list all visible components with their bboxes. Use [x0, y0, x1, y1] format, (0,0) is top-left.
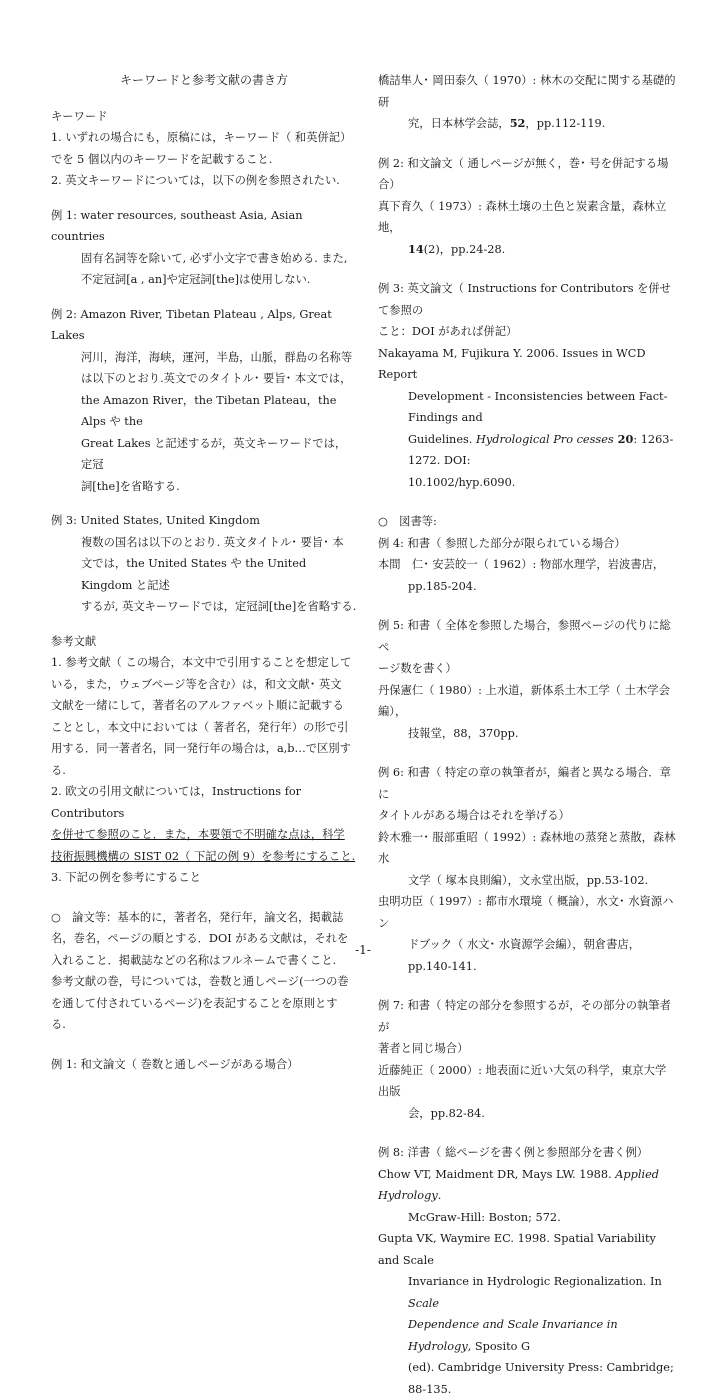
kw-example-2-line: は以下のとおり.英文でのタイトル･ 要旨･ 本文では， [81, 372, 352, 385]
ref-entry-line: Invariance in Hydrologic Regionalization. In Scale [408, 1275, 662, 1310]
ref-entry-line: 丹保憲仁（ 1980）: 上水道，新体系土木工学（ 土木学会編）， [378, 683, 670, 718]
kw-example-3-line: するが, 英文キーワードでは，定冠詞[the]を省略する. [81, 600, 357, 613]
ref-rule-1-line: 1. 参考文献（ この場合，本文中で引用することを想定して [51, 656, 352, 669]
ref-example-7-head: 例 7: 和書（ 特定の部分を参照するが，その部分の執筆者が [378, 999, 671, 1034]
kw-example-2-head: 例 2: Amazon River, Tibetan Plateau , Alps, Great Lakes [51, 307, 332, 342]
ref-example-5-head: 例 5: 和書（ 全体を参照した場合，参照ページの代りに総ペ [378, 619, 671, 654]
books-heading: ○ 図書等: [378, 515, 437, 528]
kw-example-2-line: Great Lakes と記述するが，英文キーワードでは，定冠 [81, 436, 347, 471]
kw-example-2-line: 河川，海洋，海峡，運河，半島，山脈，群島の名称等 [81, 350, 353, 364]
keyword-rule-1b: でを 5 個以内のキーワードを記載すること. [51, 152, 273, 166]
ref-entry-line: 14(2)，pp.24-28. [408, 241, 506, 256]
ref-example-2-head: 例 2: 和文論文（ 通しページが無く，巻･ 号を併記する場合） [378, 156, 669, 191]
document-title: キーワードと参考文献の書き方 [119, 73, 288, 87]
ref-example-1-head: 例 1: 和文論文（ 巻数と通しページがある場合） [51, 1057, 299, 1071]
ref-entry-line: McGraw-Hill: Boston; 572. [408, 1210, 561, 1224]
articles-rule-line: 参考文献の巻，号については，巻数と通しページ(一つの巻 [51, 975, 349, 988]
keyword-rule-1a: 1. いずれの場合にも，原稿には，キーワード（ 和英併記） [51, 131, 352, 144]
ref-example-5-head: ージ数を書く） [378, 662, 457, 675]
ref-entry-line: 究，日本林学会誌，52，pp.112-119. [408, 116, 606, 130]
ref-entry-line: pp.185-204. [408, 579, 477, 593]
references-heading: 参考文献 [51, 634, 97, 648]
right-column [378, 70, 676, 1400]
ref-entry-line: 技報堂，88，370pp. [408, 726, 519, 740]
kw-example-3-line: 複数の国名は以下のとおり. 英文タイトル･ 要旨･ 本 [81, 535, 344, 549]
ref-entry-line: 真下育久（ 1973）: 森林土壌の土色と炭素含量，森林立地， [378, 199, 667, 234]
ref-example-6-head: タイトルがある場合はそれを挙げる） [378, 809, 570, 822]
left-column [51, 70, 357, 1075]
ref-entry-line: 本間 仁･ 安芸皎一（ 1962）: 物部水理学，岩波書店， [378, 558, 665, 571]
ref-rule-2-line: を併せて参照のこと．また，本要領で不明確な点は，科学 [51, 828, 345, 841]
ref-entry-line: Development - Inconsistencies between Fact-Findings and [408, 389, 668, 424]
ref-entry-line: 虫明功臣（ 1997）: 都市水環境（ 概論），水文･ 水資源ハン [378, 895, 674, 930]
ref-entry-line: 近藤純正（ 2000）: 地表面に近い大気の科学，東京大学出版 [378, 1063, 667, 1098]
ref-entry-line: 10.1002/hyp.6090. [408, 475, 516, 489]
kw-example-2-line: the Amazon River，the Tibetan Plateau，the Alps や the [81, 393, 337, 428]
ref-example-7-head: 著者と同じ場合） [378, 1042, 469, 1055]
ref-example-3-head: 例 3: 英文論文（ Instructions for Contributors を併せて参照の [378, 282, 672, 317]
kw-example-3-head: 例 3: United States, United Kingdom [51, 514, 260, 527]
page-number: -1- [355, 943, 371, 957]
articles-rule-line: ○ 論文等：基本的に，著者名，発行年，論文名，掲載誌 [51, 910, 344, 924]
ref-example-6-head: 例 6: 和書（ 特定の章の執筆者が，編者と異なる場合．章に [378, 766, 671, 801]
ref-entry-line: Nakayama M, Fujikura Y. 2006. Issues in WCD Report [378, 346, 646, 381]
kw-example-1-head: 例 1: water resources, southeast Asia, Asian countries [51, 208, 303, 243]
ref-rule-1-line: 文献を一緒にして，著者名のアルファベット順に記載する [51, 699, 344, 712]
kw-example-1-line: 不定冠詞[a , an]や定冠詞[the]は使用しない. [81, 273, 311, 286]
ref-entry-line: 会，pp.82-84. [408, 1106, 485, 1120]
ref-rule-1-line: 用する．同一著者名，同一発行年の場合は，a,b…で区別す [51, 742, 351, 755]
ref-example-4-head: 例 4: 和書（ 参照した部分が限られている場合） [378, 536, 626, 550]
ref-entry-line: Chow VT, Maidment DR, Mays LW. 1988. Applied Hydrology. [378, 1167, 659, 1202]
ref-entry-line: Gupta VK, Waymire EC. 1998. Spatial Variability and Scale [378, 1232, 656, 1267]
ref-entry-line: 橋詰隼人･ 岡田泰久（ 1970）: 林木の交配に関する基礎的研 [378, 74, 676, 109]
kw-example-2-line: 詞[the]を省略する. [81, 479, 180, 493]
articles-rule-line: を通して付されているページ)を表記することを原則とす [51, 996, 338, 1010]
kw-example-3-line: 文では，the United States や the United Kingdom と記述 [81, 557, 307, 592]
articles-rule-line: 名，巻名，ページの順とする．DOI がある文献は，それを [51, 932, 349, 945]
ref-rule-3: 3. 下記の例を参考にすること [51, 871, 201, 884]
ref-rule-1-line: いる，また，ウェブページ等を含む）は，和文文献･ 英文 [51, 677, 342, 691]
ref-example-8-head: 例 8: 洋書（ 総ページを書く例と参照部分を書く例） [378, 1146, 649, 1159]
articles-rule-line: 入れること．掲載誌などの名称はフルネームで書くこと. [51, 953, 337, 967]
ref-entry-line: Guidelines. Hydrological Pro cesses 20: 1263-1272. DOI: [408, 431, 674, 467]
keyword-rule-2: 2. 英文キーワードについては，以下の例を参照されたい. [51, 174, 340, 187]
ref-entry-line: 文学（ 塚本良則編），文永堂出版，pp.53-102. [408, 873, 649, 887]
ref-entry-line: Dependence and Scale Invariance in Hydrology, Sposito G [408, 1318, 618, 1353]
ref-rule-2-line: 技術振興機構の SIST 02（ 下記の例 9）を参考にすること. [51, 849, 356, 863]
ref-rule-1-line: こととし，本文中においては（ 著者名，発行年）の形で引 [51, 720, 349, 734]
kw-example-1-line: 固有名詞等を除いて, 必ず小文字で書き始める. また, [81, 251, 348, 265]
ref-entry-line: ドブック（ 水文･ 水資源学会編），朝倉書店，pp.140-141. [408, 938, 640, 973]
ref-entry-line: 鈴木雅一･ 服部重昭（ 1992）: 森林地の蒸発と蒸散，森林水 [378, 830, 676, 865]
ref-rule-2-line: 2. 欧文の引用文献については，Instructions for Contributors [51, 785, 302, 820]
articles-rule-line: る. [51, 1018, 66, 1031]
ref-entry-line: (ed). Cambridge University Press: Cambridge; 88-135. [408, 1361, 674, 1396]
ref-example-3-head: こと：DOI があれば併記） [378, 325, 518, 338]
ref-rule-1-line: る. [51, 763, 66, 777]
keyword-heading: キーワード [51, 109, 108, 123]
